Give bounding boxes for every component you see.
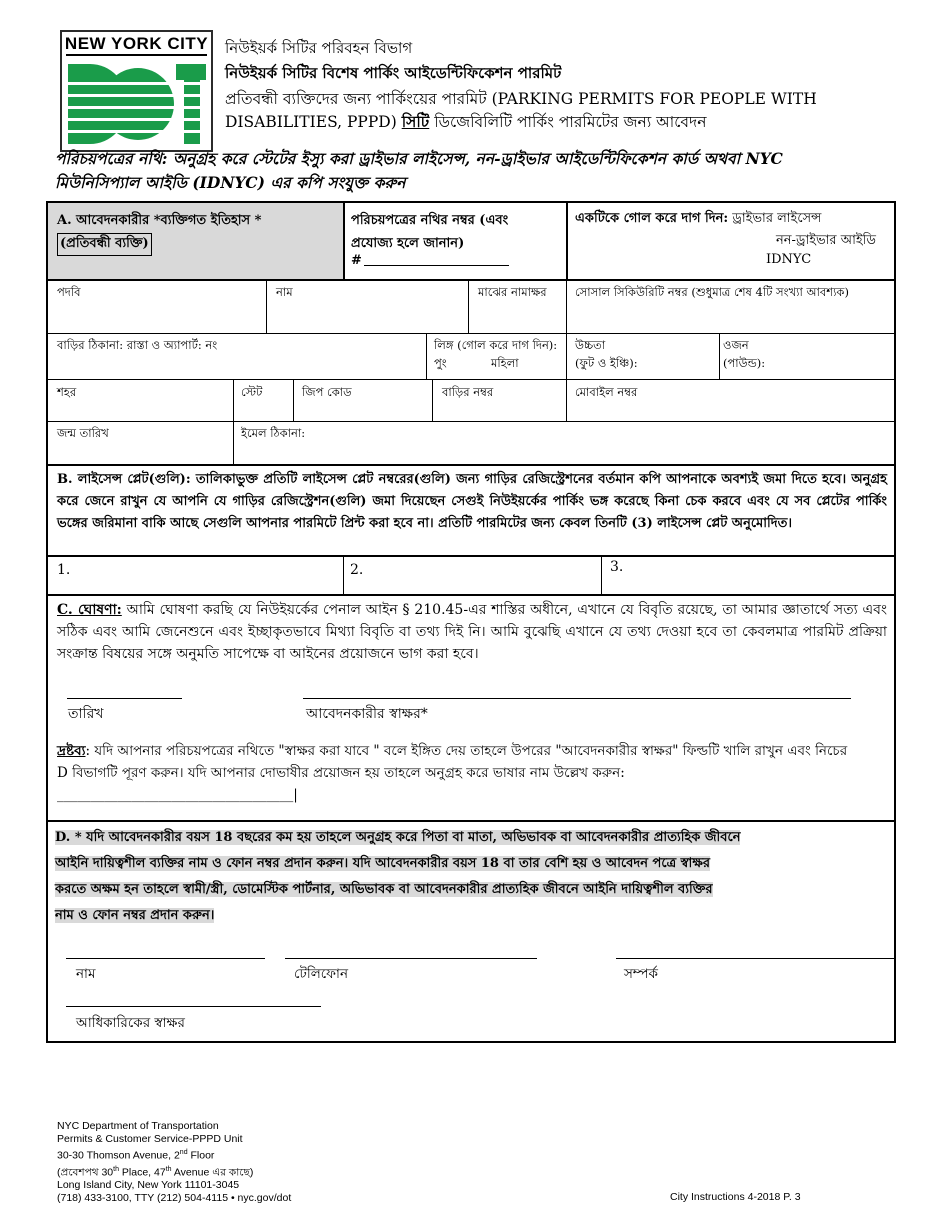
divider: [566, 380, 567, 422]
footer-line-3-sup: nd: [179, 1149, 188, 1156]
subtitle-pppd: DISABILITIES, PPPD): [225, 113, 397, 131]
footer-line-4c: Avenue এর কাছে): [171, 1166, 254, 1178]
option-non-driver-id[interactable]: নন-ড্রাইভার আইডি: [776, 233, 876, 248]
divider: [48, 333, 894, 334]
dot-logo-mark-icon: [66, 60, 207, 148]
agency-name: নিউইয়র্ক সিটির পরিবহন বিভাগ: [225, 39, 413, 57]
footer-line-1: NYC Department of Transportation: [57, 1120, 219, 1132]
form-title: নিউইয়র্ক সিটির বিশেষ পার্কিং আইডেন্টিফিকেশন পারমিট: [225, 64, 562, 82]
nyc-dot-logo: [60, 30, 213, 152]
id-number-label-1: পরিচয়পত্রের নথির নম্বর (এবং: [351, 213, 509, 228]
footer-line-4a: (প্রবেশপথ 30: [57, 1166, 114, 1178]
section-b-instructions: B. লাইসেন্স প্লেট(গুলি): তালিকাভুক্ত প্রতিটি লাইসেন্স প্লেট নম্বরের(গুলি) জন্য গাড়ির রেজিস্ট্রেশনের বর্তমান কপি আপনাকে অবশ্যই জমা দিতে হবে। অনুগ্রহ করে জেনে রাখুন যে আপনি যে গাড়ির রেজিস্ট্রেশন(গুলি) জমা দিয়েছেন সেগুই নিউইয়র্কের পার্কিং ভঙ্গ করেছে কিনা চেক করবে এবং যে সব প্লেটের পার্কিং ভঙ্গের জরিমানা বাকি আছে সেগুলি আপনার পারমিটে প্রিন্ট করা হবে না। প্রতিটি পারমিটের জন্য কেবল তিনটি (3) লাইসেন্স প্লেট অনুমোদিত।: [57, 472, 887, 531]
id-document-notice: [55, 147, 895, 195]
height-unit-label: (ফুট ও ইঞ্চি):: [575, 356, 638, 370]
divider: [719, 334, 720, 380]
notice-line-1: পরিচয়পত্রের নথি: অনুগ্রহ করে স্টেটের ইস্যু করা ড্রাইভার লাইসেন্স, নন-ড্রাইভার আইডেন্টিফিকেশন কার্ড অথবা NYC: [55, 149, 783, 168]
footer-line-3a: 30-30 Thomson Avenue, 2: [57, 1149, 180, 1162]
section-c-declaration: [57, 599, 887, 665]
form-subtitle-line-2: [225, 110, 706, 136]
divider: [566, 281, 567, 380]
dob-field-label: জন্ম তারিখ: [57, 426, 109, 440]
plate-3-label: 3.: [610, 559, 624, 575]
footer-address: [57, 1120, 291, 1205]
footer-page-info: City Instructions 4-2018 P. 3: [670, 1191, 801, 1203]
date-input[interactable]: [67, 698, 182, 699]
section-d-line-2: [55, 851, 740, 877]
divider: [48, 464, 894, 466]
official-signature-input[interactable]: [66, 1006, 321, 1007]
subtitle-rest: ডিজেবিলিটি পার্কিং পারমিটের জন্য আবেদন: [434, 113, 707, 131]
footer-line-3b: Floor: [187, 1149, 215, 1162]
section-d-text-3: করতে অক্ষম হন তাহলে স্বামী/স্ত্রী, ডোমেস্টিক পার্টনার, অভিভাবক বা আবেদনকারীর প্রাত্যহিক জীবনে আইনি দায়িত্বশীল ব্যক্তির: [55, 882, 713, 897]
section-c-heading: C. ঘোষণা:: [57, 602, 122, 618]
section-d-text-1: D. * যদি আবেদনকারীর বয়স 18 বছরের কম হয় তাহলে অনুগ্রহ করে পিতা বা মাতা, অভিভাবক বা আবেদনকারীর প্রাত্যহিক জীবনে: [55, 830, 741, 845]
id-number-input[interactable]: [364, 265, 509, 266]
footer-line-4-sup1: th: [113, 1165, 119, 1173]
sex-female-option[interactable]: মহিলা: [491, 356, 519, 370]
note-text-1: : যদি আপনার পরিচয়পত্রের নথিতে "স্বাক্ষর করা যাবে " বলে ইঙ্গিত দেয় তাহলে উপরের "আবেদনকারীর স্বাক্ষর" ফিল্ডটি খালি রাখুন এবং নিচের: [85, 743, 848, 759]
section-d-instructions: [55, 825, 740, 929]
zip-field-label: জিপ কোড: [302, 385, 352, 399]
section-a-subtitle: (প্রতিবন্ধী ব্যক্তি): [57, 233, 152, 256]
declaration-text: আমি ঘোষণা করছি যে নিউইয়র্কের পেনাল আইন § 210.45-এর শাস্তির অধীনে, এখানে যে বিবৃতি রয়েছে, তা আমার জ্ঞাতার্থে সত্য এবং সঠিক এবং আমি জেনেশুনে এবং ইচ্ছাকৃতভাবে মিথ্যা বিবৃতি বা তথ্য দিই নি। আমি বুঝেছি এখানে যে তথ্য দেওয়া হবে তা কেবলমাত্র পারমিট প্রক্রিয়া সংক্রান্ত বিষয়ের সঙ্গে অনুমতি সাপেক্ষে বা আইনের প্রয়োজনে ভাগ করা হবে।: [57, 602, 887, 662]
logo-city-text: NEW YORK CITY: [64, 34, 209, 53]
name-field-label: নাম: [276, 285, 293, 299]
guardian-phone-label: টেলিফোন: [294, 966, 349, 982]
title-field-label: পদবি: [57, 285, 81, 299]
application-form: [46, 201, 896, 1043]
footer-line-2: Permits & Customer Service-PPPD Unit: [57, 1133, 243, 1145]
form-subtitle-line-1: প্রতিবন্ধী ব্যক্তিদের জন্য পার্কিংয়ের পারমিট (PARKING PERMITS FOR PEOPLE WITH: [225, 90, 817, 108]
logo-mark-text: DOT: [134, 112, 138, 113]
plate-2-label: 2.: [350, 562, 364, 578]
footer-line-4: [57, 1163, 291, 1180]
weight-unit-label: (পাউন্ড):: [723, 356, 766, 370]
divider: [426, 334, 427, 380]
divider: [566, 203, 568, 280]
note-heading: দ্রষ্টব্য: [57, 743, 86, 759]
footer-line-4-sup2: th: [165, 1165, 172, 1173]
divider: [48, 820, 894, 822]
section-d-line-3: [55, 877, 740, 903]
sex-male-option[interactable]: পুং: [434, 356, 447, 370]
guardian-relationship-label: সম্পর্ক: [624, 966, 659, 982]
note-line-1: [57, 740, 887, 762]
footer-line-3: [57, 1146, 291, 1163]
divider: [48, 421, 894, 422]
email-field-label: ইমেল ঠিকানা:: [241, 426, 306, 440]
section-d-text-4: নাম ও ফোন নম্বর প্রদান করুন।: [55, 908, 215, 923]
option-idnyc[interactable]: IDNYC: [766, 252, 812, 267]
option-driver-license[interactable]: ড্রাইভার লাইসেন্স: [732, 211, 822, 226]
interpreter-language-input[interactable]: ___________________________________|: [57, 787, 298, 803]
footer-line-6: (718) 433-3100, TTY (212) 504-4115 • nyc.gov/dot: [57, 1192, 292, 1204]
logo-divider: [66, 54, 207, 56]
note-line-2: D বিভাগটি পূরণ করুন। যদি আপনার দোভাষীর প্রয়োজন হয় তাহলে অনুগ্রহ করে ভাষার নাম উল্লেখ করুন:: [57, 765, 625, 781]
guardian-relationship-input[interactable]: [616, 958, 894, 959]
id-number-label-2: প্রযোজ্য হলে জানান): [351, 236, 465, 251]
ssn-field-label: সোসাল সিকিউরিটি নম্বর (শুধুমাত্র শেষ 4টি সংখ্যা আবশ্যক): [575, 285, 849, 299]
guardian-name-label: নাম: [76, 966, 96, 982]
notice-line-2: মিউনিসিপ্যাল আইডি (IDNYC) এর কপি সংযুক্ত করুন: [55, 173, 406, 192]
applicant-signature-label: আবেদনকারীর স্বাক্ষর*: [306, 706, 428, 722]
divider: [432, 380, 433, 422]
divider: [266, 281, 267, 334]
sex-field-label: লিঙ্গ (গোল করে দাগ দিন):: [434, 338, 558, 352]
section-d-line-1: [55, 825, 740, 851]
applicant-signature-input[interactable]: [303, 698, 851, 699]
footer-line-5: Long Island City, New York 11101-3045: [57, 1179, 240, 1191]
section-a-title: A. আবেদনকারীর *ব্যক্তিগত ইতিহাস *: [57, 213, 262, 228]
divider: [48, 555, 894, 557]
circle-one-label: [575, 209, 821, 230]
official-signature-label: আধিকারিকের স্বাক্ষর: [76, 1015, 185, 1031]
divider: [601, 557, 602, 595]
city-field-label: শহর: [57, 385, 77, 399]
guardian-name-input[interactable]: [66, 958, 265, 959]
footer-line-4b: Place, 47: [118, 1166, 166, 1178]
date-label: তারিখ: [68, 706, 104, 722]
divider: [233, 380, 234, 465]
id-number-label: [351, 209, 508, 255]
circle-one-instruction: একটিকে গোল করে দাগ দিন:: [575, 211, 729, 226]
section-c-note: [57, 740, 887, 806]
divider: [48, 594, 894, 596]
divider: [343, 557, 344, 595]
middle-initial-label: মাঝের নামাক্ষর: [478, 285, 547, 299]
weight-field-label: ওজন: [723, 338, 749, 352]
home-phone-label: বাড়ির নম্বর: [442, 385, 494, 399]
height-field-label: উচ্চতা: [575, 338, 606, 352]
section-d-text-2: আইনি দায়িত্বশীল ব্যক্তির নাম ও ফোন নম্বর প্রদান করুন। যদি আবেদনকারীর বয়স 18 বা তার বেশি হয় ও আবেদন পত্রে স্বাক্ষর: [55, 856, 711, 871]
id-number-hash: #: [351, 253, 362, 268]
guardian-phone-input[interactable]: [285, 958, 537, 959]
divider: [293, 380, 294, 422]
mobile-phone-label: মোবাইল নম্বর: [575, 385, 638, 399]
address-field-label: বাড়ির ঠিকানা: রাস্তা ও অ্যাপার্ট: নং: [57, 338, 218, 352]
divider: [48, 279, 894, 281]
divider: [468, 281, 469, 334]
subtitle-city: সিটি: [401, 112, 430, 131]
divider: [343, 203, 345, 280]
plate-1-label: 1.: [57, 562, 71, 578]
divider: [48, 379, 894, 380]
state-field-label: স্টেট: [241, 385, 263, 399]
section-d-line-4: [55, 903, 740, 929]
